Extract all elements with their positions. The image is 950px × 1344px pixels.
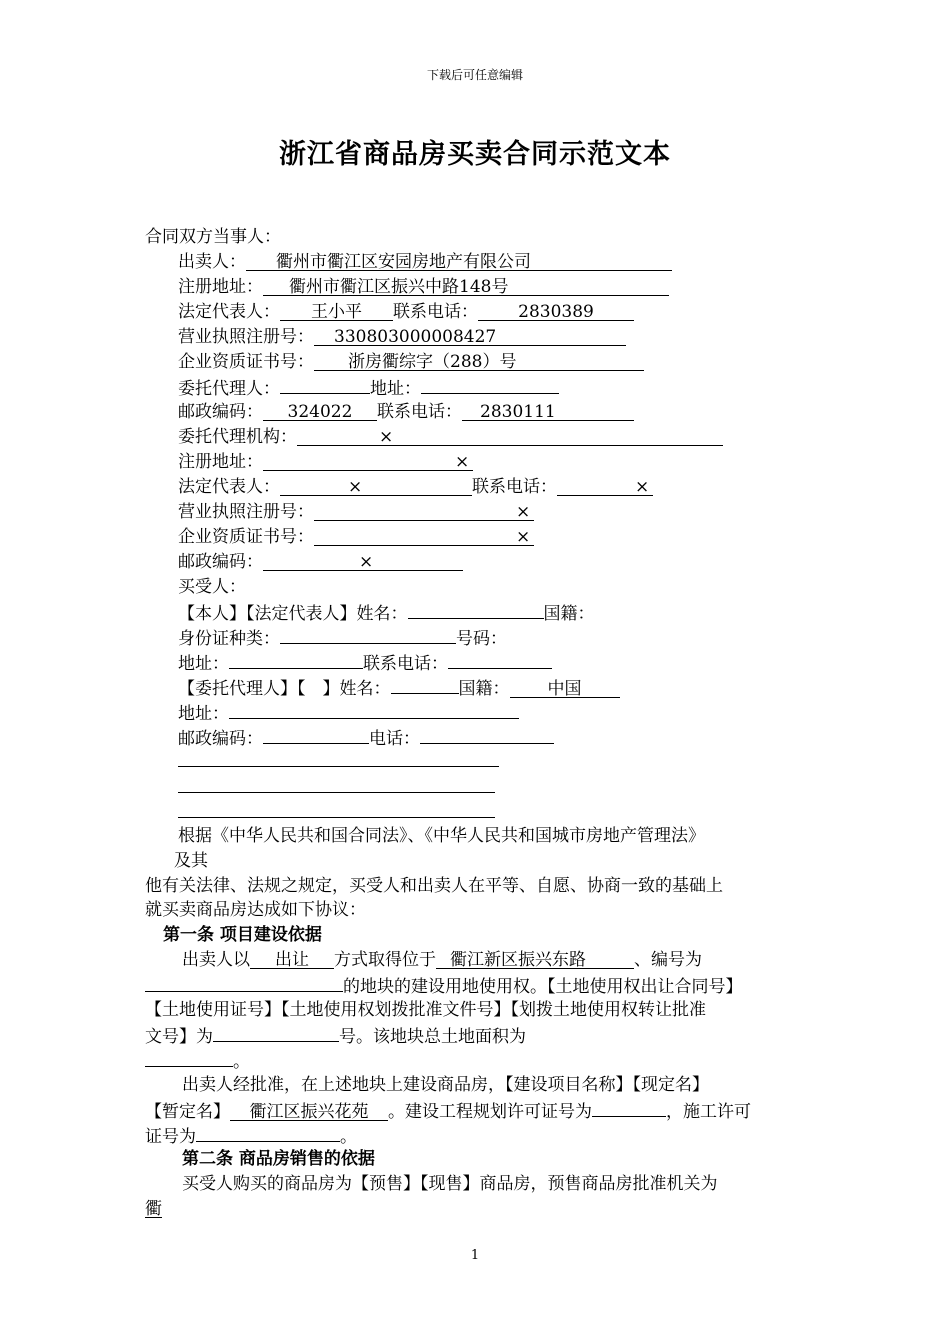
buyer-self-label: 【本人】【法定代表人】姓名： — [178, 604, 408, 624]
preamble-line: 他有关法律、法规之规定，买受人和出卖人在平等、自愿、协商一致的基础上 — [145, 876, 723, 896]
buyer-agent-addr-label: 地址： — [178, 704, 229, 724]
seller-label: 出卖人： — [178, 252, 246, 272]
blank-rule — [178, 817, 495, 818]
article1-text: 【暂定名】 — [145, 1102, 230, 1122]
agency-license-label: 营业执照注册号： — [178, 502, 314, 522]
seller-zip-line — [178, 401, 634, 423]
article1-line — [145, 1099, 751, 1123]
page-number: 1 — [470, 1248, 480, 1263]
article1-text: 号。该地块总土地面积为 — [339, 1027, 526, 1047]
seller-agent-blank — [280, 376, 370, 394]
agency-zip-line — [178, 551, 463, 573]
preamble-line: 就买卖商品房达成如下协议： — [145, 900, 366, 920]
buyer-zip-label: 邮政编码： — [178, 729, 263, 749]
seller-license-label: 营业执照注册号： — [178, 327, 314, 347]
seller-agent-label: 委托代理人： — [178, 379, 280, 399]
seller-reg-addr: 衢州市衢江区振兴中路148号 — [263, 278, 669, 296]
article1-text: 、编号为 — [634, 950, 702, 970]
seller-cert-label: 企业资质证书号： — [178, 352, 314, 372]
article1-line: 出卖人经批准，在上述地块上建设商品房，【建设项目名称】【现定名】 — [182, 1075, 709, 1095]
planning-permit-blank — [592, 1099, 666, 1117]
article1-text: 文号】为 — [145, 1027, 213, 1047]
buyer-addr-line — [178, 651, 552, 675]
buyer-name-blank — [408, 601, 544, 619]
buyer-agent-nationality-label: 国籍： — [458, 679, 510, 699]
article1-line — [182, 949, 702, 971]
seller-license-line — [178, 326, 626, 348]
agency-name: × — [297, 428, 723, 446]
seller-rep-label: 法定代表人： — [178, 302, 280, 322]
article1-text: 。建设工程规划许可证号为 — [388, 1102, 592, 1122]
seller-cert-line — [178, 351, 644, 373]
project-name: 衢江区振兴花苑 — [230, 1103, 388, 1121]
land-acquisition-method: 出让 — [250, 951, 334, 969]
buyer-self-line — [178, 601, 595, 625]
seller-phone: 2830389 — [478, 303, 634, 321]
buyer-tel-label: 电话： — [369, 729, 420, 749]
agency-rep-line — [178, 476, 653, 498]
agency-label: 委托代理机构： — [178, 427, 297, 447]
land-location: 衢江新区振兴东路 — [436, 951, 634, 969]
article1-text: ，施工许可 — [666, 1102, 751, 1122]
document-title: 浙江省商品房买卖合同示范文本 — [279, 139, 671, 170]
buyer-addr-blank — [229, 651, 363, 669]
agency-reg-addr: × — [263, 453, 473, 471]
seller-line — [178, 251, 672, 273]
seller-reg-addr-line — [178, 276, 669, 298]
article2-line: 衢 — [145, 1199, 162, 1219]
agency-license-line — [178, 501, 534, 523]
agency-reg-addr-line — [178, 451, 473, 473]
article1-text: 的地块的建设用地使用权。【土地使用权出让合同号】 — [343, 977, 743, 997]
buyer-agent-addr-blank — [229, 701, 519, 719]
seller-rep: 王小平 — [280, 303, 393, 321]
agency-zip: × — [263, 553, 463, 571]
buyer-addr-label: 地址： — [178, 654, 229, 674]
article1-line — [145, 1049, 250, 1073]
buyer-nationality-label: 国籍： — [543, 604, 595, 624]
seller-license: 330803000008427 — [314, 328, 626, 346]
seller-name: 衢州市衢江区安园房地产有限公司 — [246, 253, 672, 271]
article1-line: 【土地使用证号】【土地使用权划拨批准文件号】【划拨土地使用权转让批准 — [145, 1000, 706, 1020]
article1-text: 出卖人以 — [182, 950, 250, 970]
preamble-line: 及其 — [174, 851, 208, 871]
agency-cert-label: 企业资质证书号： — [178, 527, 314, 547]
seller-cert: 浙房衢综字（288）号 — [314, 353, 644, 371]
buyer-phone-label: 联系电话： — [363, 654, 448, 674]
article2-line: 买受人购买的商品房为【预售】【现售】商品房，预售商品房批准机关为 — [182, 1174, 718, 1194]
buyer-tel-blank — [420, 726, 554, 744]
article1-line — [145, 1024, 526, 1048]
buyer-id-type-label: 身份证种类： — [178, 629, 280, 649]
article1-line — [145, 974, 743, 998]
agency-cert: × — [314, 528, 534, 546]
page-header: 下载后可任意编辑 — [426, 68, 523, 82]
buyer-phone-blank — [448, 651, 552, 669]
seller-phone-label: 联系电话： — [393, 302, 478, 322]
agency-phone-label: 联系电话： — [472, 477, 557, 497]
construction-permit-blank — [196, 1124, 340, 1142]
blank-rule — [178, 766, 499, 767]
article1-text: 。 — [340, 1127, 357, 1147]
buyer-id-type-blank — [280, 626, 456, 644]
agency-zip-label: 邮政编码： — [178, 552, 263, 572]
buyer-zip-blank — [263, 726, 369, 744]
agency-phone: × — [557, 478, 653, 496]
buyer-agent-nationality: 中国 — [510, 680, 620, 698]
buyer-agent-name-blank — [391, 676, 459, 694]
seller-agent-addr-blank — [421, 376, 559, 394]
preamble-line: 根据《中华人民共和国合同法》、《中华人民共和国城市房地产管理法》 — [178, 826, 705, 846]
article1-text: 方式取得位于 — [334, 950, 436, 970]
article2-heading: 第二条 商品房销售的依据 — [182, 1149, 375, 1169]
agency-line — [178, 426, 723, 448]
seller-phone2: 2830111 — [462, 403, 634, 421]
seller-rep-line — [178, 301, 634, 323]
article1-text: 证号为 — [145, 1127, 196, 1147]
parties-heading: 合同双方当事人： — [145, 227, 281, 247]
buyer-agent-line — [178, 676, 620, 700]
land-area-blank — [145, 1049, 233, 1067]
buyer-id-line — [178, 626, 507, 650]
approval-number-blank — [213, 1024, 339, 1042]
article1-line — [145, 1124, 357, 1148]
seller-zip-label: 邮政编码： — [178, 402, 263, 422]
buyer-label: 买受人： — [178, 577, 246, 597]
article1-text: 。 — [233, 1052, 250, 1072]
seller-agent-line — [178, 376, 559, 400]
seller-phone2-label: 联系电话： — [377, 402, 462, 422]
seller-agent-addr-label: 地址： — [370, 379, 421, 399]
agency-reg-addr-label: 注册地址： — [178, 452, 263, 472]
agency-cert-line — [178, 526, 534, 548]
agency-license: × — [314, 503, 534, 521]
land-number-blank — [145, 974, 343, 992]
agency-rep: × — [280, 478, 472, 496]
buyer-zip-line — [178, 726, 554, 750]
buyer-agent-label: 【委托代理人】【 】姓名： — [178, 679, 391, 699]
agency-rep-label: 法定代表人： — [178, 477, 280, 497]
buyer-id-no-label: 号码： — [456, 629, 507, 649]
seller-zip: 324022 — [263, 403, 377, 421]
seller-reg-addr-label: 注册地址： — [178, 277, 263, 297]
blank-rule — [178, 792, 495, 793]
buyer-agent-addr-line — [178, 701, 519, 725]
article1-heading: 第一条 项目建设依据 — [163, 925, 322, 945]
